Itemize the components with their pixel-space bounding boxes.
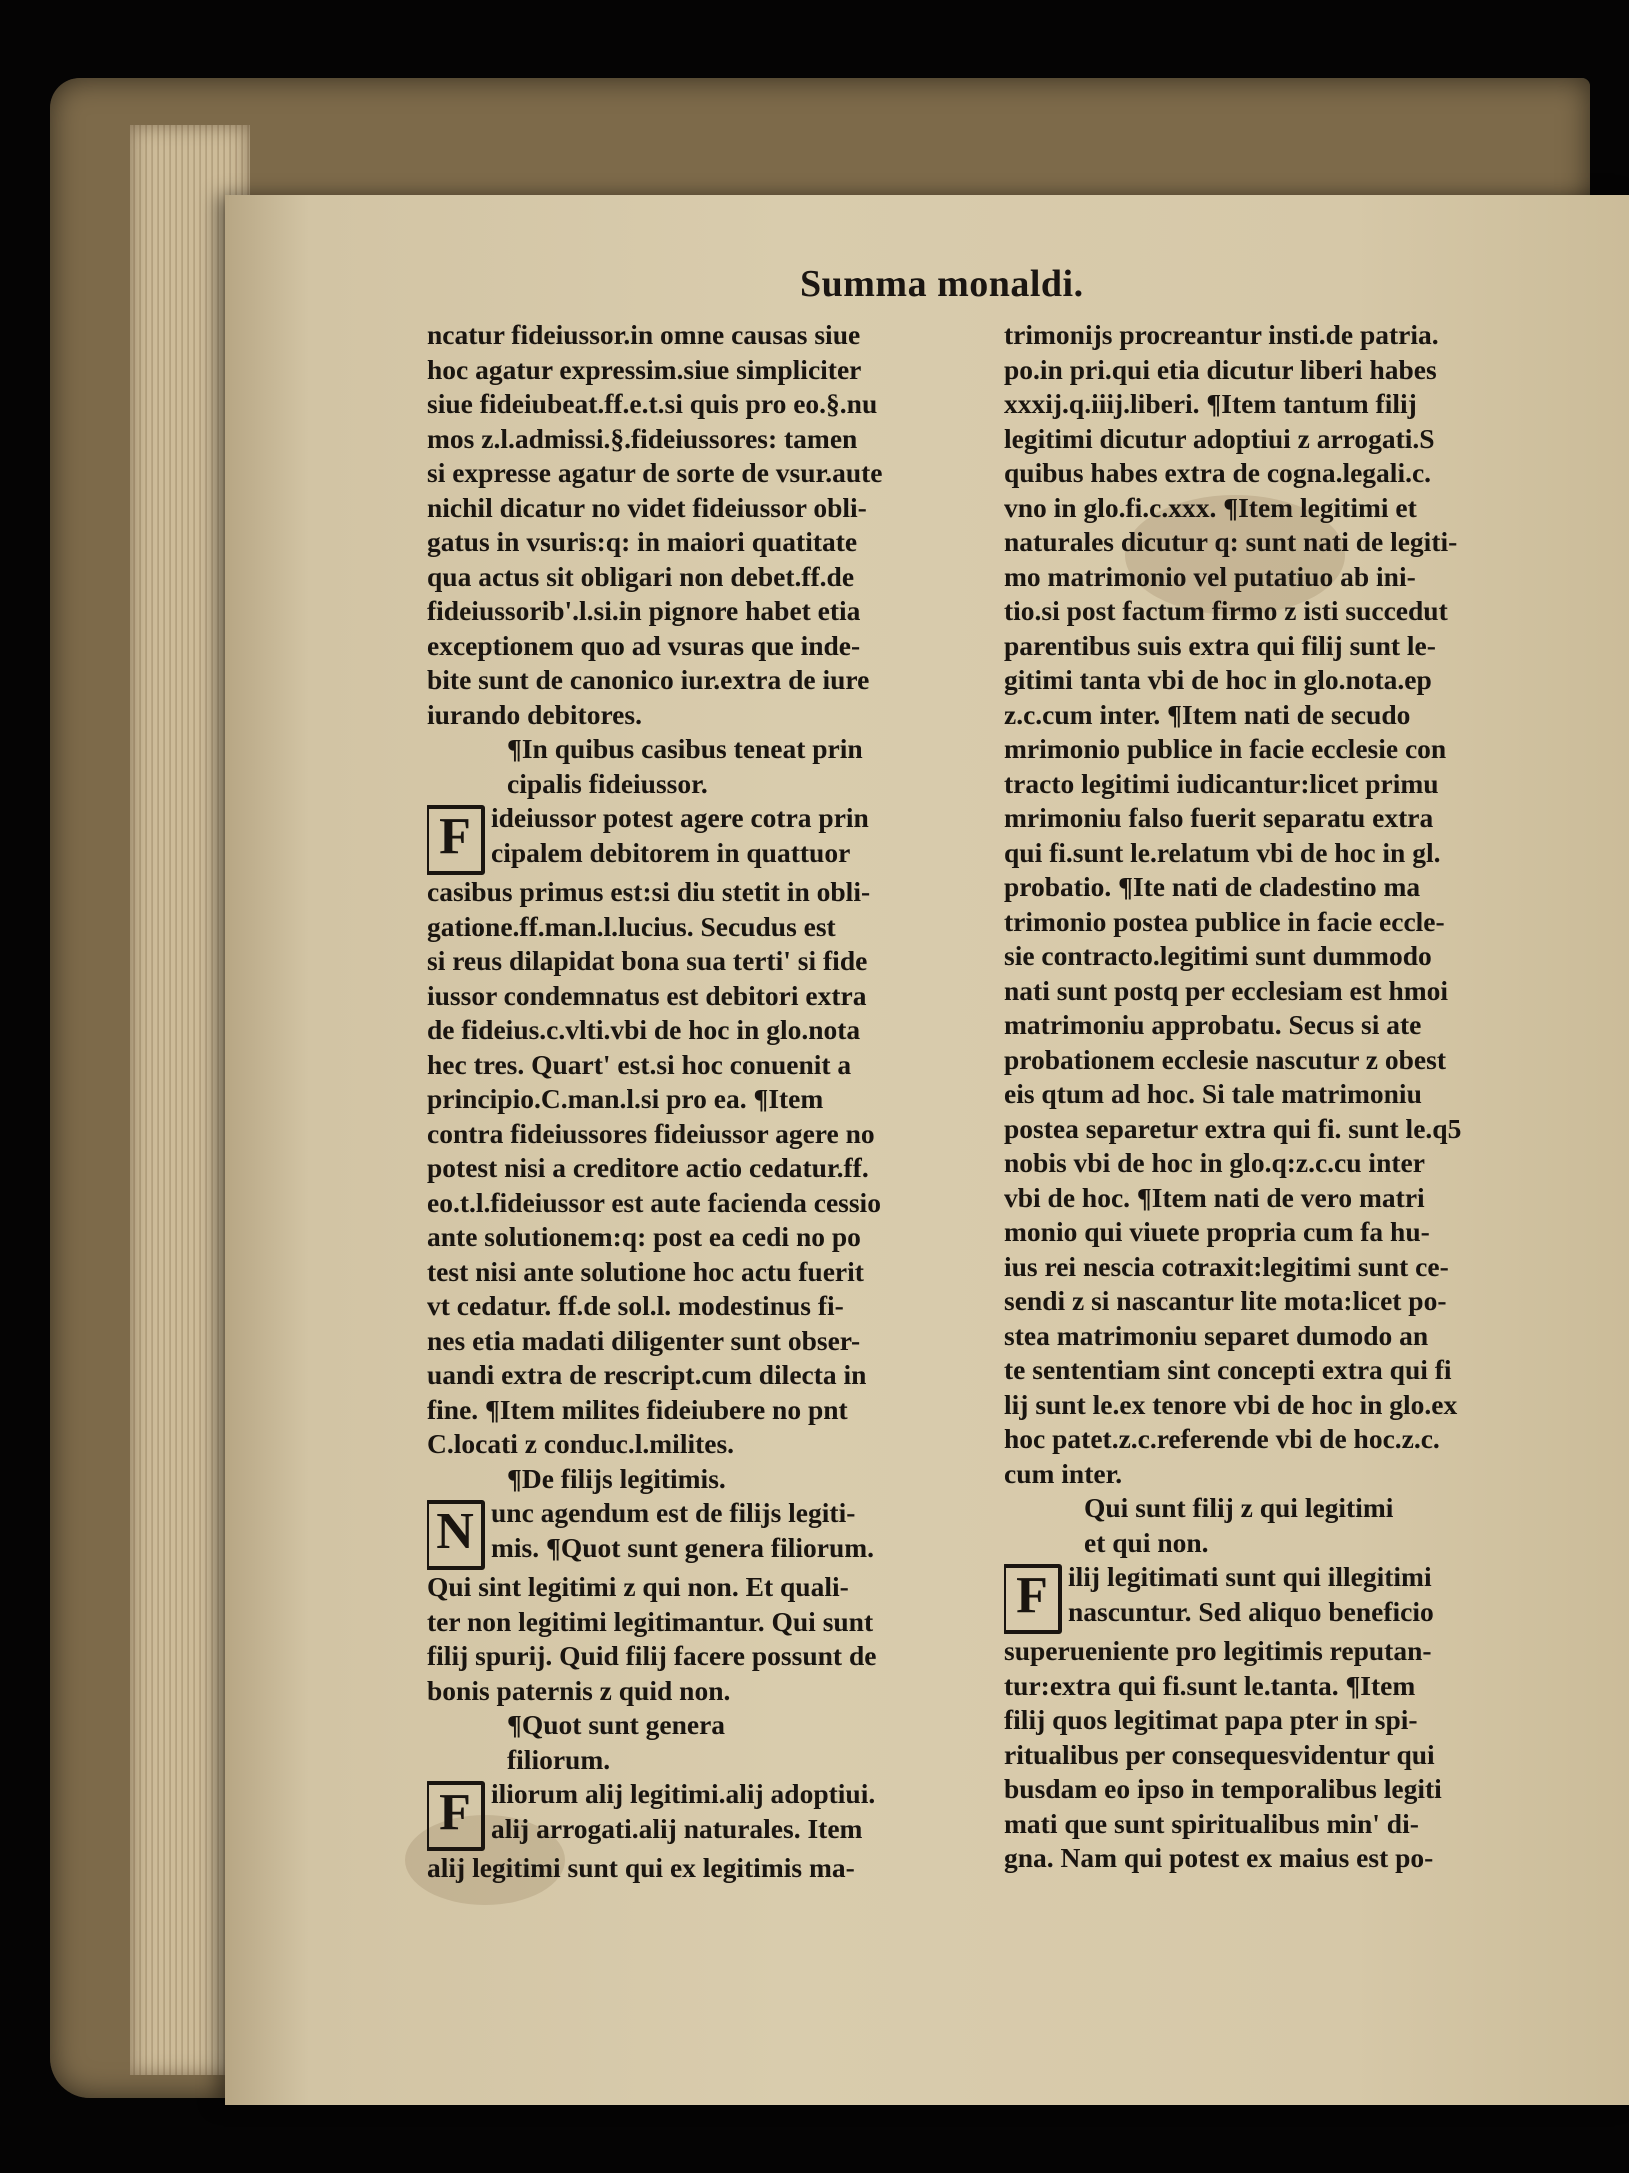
paragraph [427,1777,982,1851]
text-line: trimonio postea publice in facie eccle- [1004,905,1445,937]
text-line: potest nisi a creditore actio cedatur.ff. [427,1152,869,1183]
text-line: gitimi tanta vbi de hoc in glo.nota.ep [1004,664,1432,695]
text-line: nichil dicatur no videt fideiussor obli- [427,491,867,523]
text-line: mis. ¶Quot sunt genera filiorum. [491,1531,875,1563]
text-line: contra fideiussores fideiussor agere no [427,1117,875,1149]
text-line: mos z.l.admissi.§.fideiussores: tamen [427,422,858,454]
text-line: C.locati z conduc.l.milites. [427,1428,735,1459]
text-line: postea separetur extra qui fi. sunt le.q5 [1004,1112,1462,1144]
text-line: xxxij.q.iiij.liberi. ¶Item tantum filij [1004,388,1417,419]
text-line: matrimoniu approbatu. Secus si ate [1004,1009,1422,1040]
text-line: probationem ecclesie nascutur z obest [1004,1043,1446,1075]
text-line: cum inter. [1004,1457,1123,1489]
text-line: tio.si post factum firmo z isti succedut [1004,595,1448,626]
text-line: sie contracto.legitimi sunt dummodo [1004,940,1432,971]
text-line: iliorum alij legitimi.alij adoptiui. [491,1778,876,1809]
right-column [1004,318,1584,1876]
section-heading: ¶In quibus casibus teneat prin [507,733,863,764]
text-line: busdam eo ipso in temporalibus legiti [1004,1773,1442,1804]
text-line: ritualibus per consequesvidentur qui [1004,1738,1435,1770]
paragraph [1004,1560,1584,1634]
drop-cap: N [427,1500,485,1570]
text-line: de fideius.c.vlti.vbi de hoc in glo.nota [427,1014,861,1045]
text-line: uandi extra de rescript.cum dilecta in [427,1359,867,1390]
text-line: ideiussor potest agere cotra prin [491,802,869,833]
text-line: siue fideiubeat.ff.e.t.si quis pro eo.§.nu [427,388,878,419]
text-line: ncatur fideiussor.in omne causas siue [427,319,861,350]
text-line: alij legitimi sunt qui ex legitimis ma- [427,1852,855,1883]
text-line: test nisi ante solutione hoc actu fuerit [427,1255,864,1287]
text-line: eis qtum ad hoc. Si tale matrimoniu [1004,1078,1422,1109]
text-line: iussor condemnatus est debitori extra [427,979,867,1011]
section-heading: filiorum. [507,1743,611,1775]
text-line: trimonijs procreantur insti.de patria. [1004,319,1439,350]
text-line: ilij legitimati sunt qui illegitimi [1068,1561,1432,1592]
running-header: Summa monaldi. [800,263,1084,305]
section-heading: Qui sunt filij z qui legitimi [1084,1492,1394,1523]
text-line: naturales dicutur q: sunt nati de legiti- [1004,526,1458,557]
drop-cap: F [1004,1564,1062,1634]
text-line: nobis vbi de hoc in glo.q:z.c.cu inter [1004,1147,1425,1178]
text-line: fideiussorib'.l.si.in pignore habet etia [427,595,861,626]
text-line: stea matrimoniu separet dumodo an [1004,1319,1429,1351]
text-line: ante solutionem:q: post ea cedi no po [427,1221,861,1252]
text-line: te sententiam sint concepti extra qui fi [1004,1354,1452,1385]
text-line: monio qui viuete propria cum fa hu- [1004,1216,1430,1247]
text-line: mrimonio publice in facie ecclesie con [1004,733,1447,764]
text-line: vno in glo.fi.c.xxx. ¶Item legitimi et [1004,491,1417,523]
paragraph [427,801,982,875]
text-line: ter non legitimi legitimantur. Qui sunt [427,1605,874,1637]
text-line: nes etia madati diligenter sunt obser- [427,1324,861,1356]
text-line: vbi de hoc. ¶Item nati de vero matri [1004,1181,1425,1213]
text-line: parentibus suis extra qui filij sunt le- [1004,629,1436,661]
text-line: Qui sint legitimi z qui non. Et quali- [427,1571,849,1602]
text-line: nascuntur. Sed aliquo beneficio [1068,1595,1434,1627]
text-line: hoc patet.z.c.referende vbi de hoc.z.c. [1004,1423,1440,1454]
text-line: po.in pri.qui etia dicutur liberi habes [1004,353,1437,385]
text-line: si reus dilapidat bona sua terti' si fide [427,945,868,976]
text-line: vt cedatur. ff.de sol.l. modestinus fi- [427,1290,844,1321]
text-line: mo matrimonio vel putatiuo ab ini- [1004,560,1416,592]
text-line: qui fi.sunt le.relatum vbi de hoc in gl. [1004,836,1441,868]
text-line: z.c.cum inter. ¶Item nati de secudo [1004,698,1411,730]
text-line: principio.C.man.l.si pro ea. ¶Item [427,1083,824,1114]
text-line: exceptionem quo ad vsuras que inde- [427,629,861,661]
text-line: gna. Nam qui potest ex maius est po- [1004,1842,1434,1873]
text-line: hoc agatur expressim.siue simpliciter [427,353,862,385]
section-heading: ¶Quot sunt genera [507,1709,726,1740]
paragraph [427,1496,982,1570]
text-line: unc agendum est de filijs legiti- [491,1497,856,1528]
text-line: cipalem debitorem in quattuor [491,836,851,868]
text-line: iurando debitores. [427,698,642,730]
text-line: casibus primus est:si diu stetit in obli- [427,876,871,907]
section-heading: cipalis fideiussor. [507,767,708,799]
text-line: mrimoniu falso fuerit separatu extra [1004,802,1434,833]
drop-cap: F [427,1781,485,1851]
left-column [427,318,982,1886]
text-line: hec tres. Quart' est.si hoc conuenit a [427,1048,852,1080]
text-line: superueniente pro legitimis reputan- [1004,1635,1432,1666]
text-line: lij sunt le.ex tenore vbi de hoc in glo.ex [1004,1388,1458,1420]
text-line: bite sunt de canonico iur.extra de iure [427,664,870,695]
text-line: mati que sunt spiritualibus min' di- [1004,1807,1419,1839]
text-line: gatione.ff.man.l.lucius. Secudus est [427,910,836,942]
text-line: nati sunt postq per ecclesiam est hmoi [1004,974,1449,1006]
drop-cap: F [427,805,485,875]
text-line: filij quos legitimat papa pter in spi- [1004,1704,1418,1735]
text-line: tur:extra qui fi.sunt le.tanta. ¶Item [1004,1669,1416,1701]
text-line: filij spurij. Quid filij facere possunt de [427,1640,877,1671]
text-line: tracto legitimi iudicantur:licet primu [1004,767,1439,799]
text-line: probatio. ¶Ite nati de cladestino ma [1004,871,1421,902]
text-line: bonis paternis z quid non. [427,1674,731,1706]
text-line: alij arrogati.alij naturales. Item [491,1812,863,1844]
text-line: gatus in vsuris:q: in maiori quatitate [427,526,858,557]
text-line: fine. ¶Item milites fideiubere no pnt [427,1393,848,1425]
text-line: quibus habes extra de cogna.legali.c. [1004,457,1432,488]
text-line: si expresse agatur de sorte de vsur.aute [427,457,883,488]
section-heading: et qui non. [1084,1526,1209,1558]
text-line: legitimi dicutur adoptiui z arrogati.S [1004,422,1435,454]
text-line: ius rei nescia cotraxit:legitimi sunt ce- [1004,1250,1449,1282]
text-line: qua actus sit obligari non debet.ff.de [427,560,855,592]
text-line: sendi z si nascantur lite mota:licet po- [1004,1285,1447,1316]
section-heading: ¶De filijs legitimis. [507,1462,726,1494]
text-line: eo.t.l.fideiussor est aute facienda cessio [427,1186,881,1218]
